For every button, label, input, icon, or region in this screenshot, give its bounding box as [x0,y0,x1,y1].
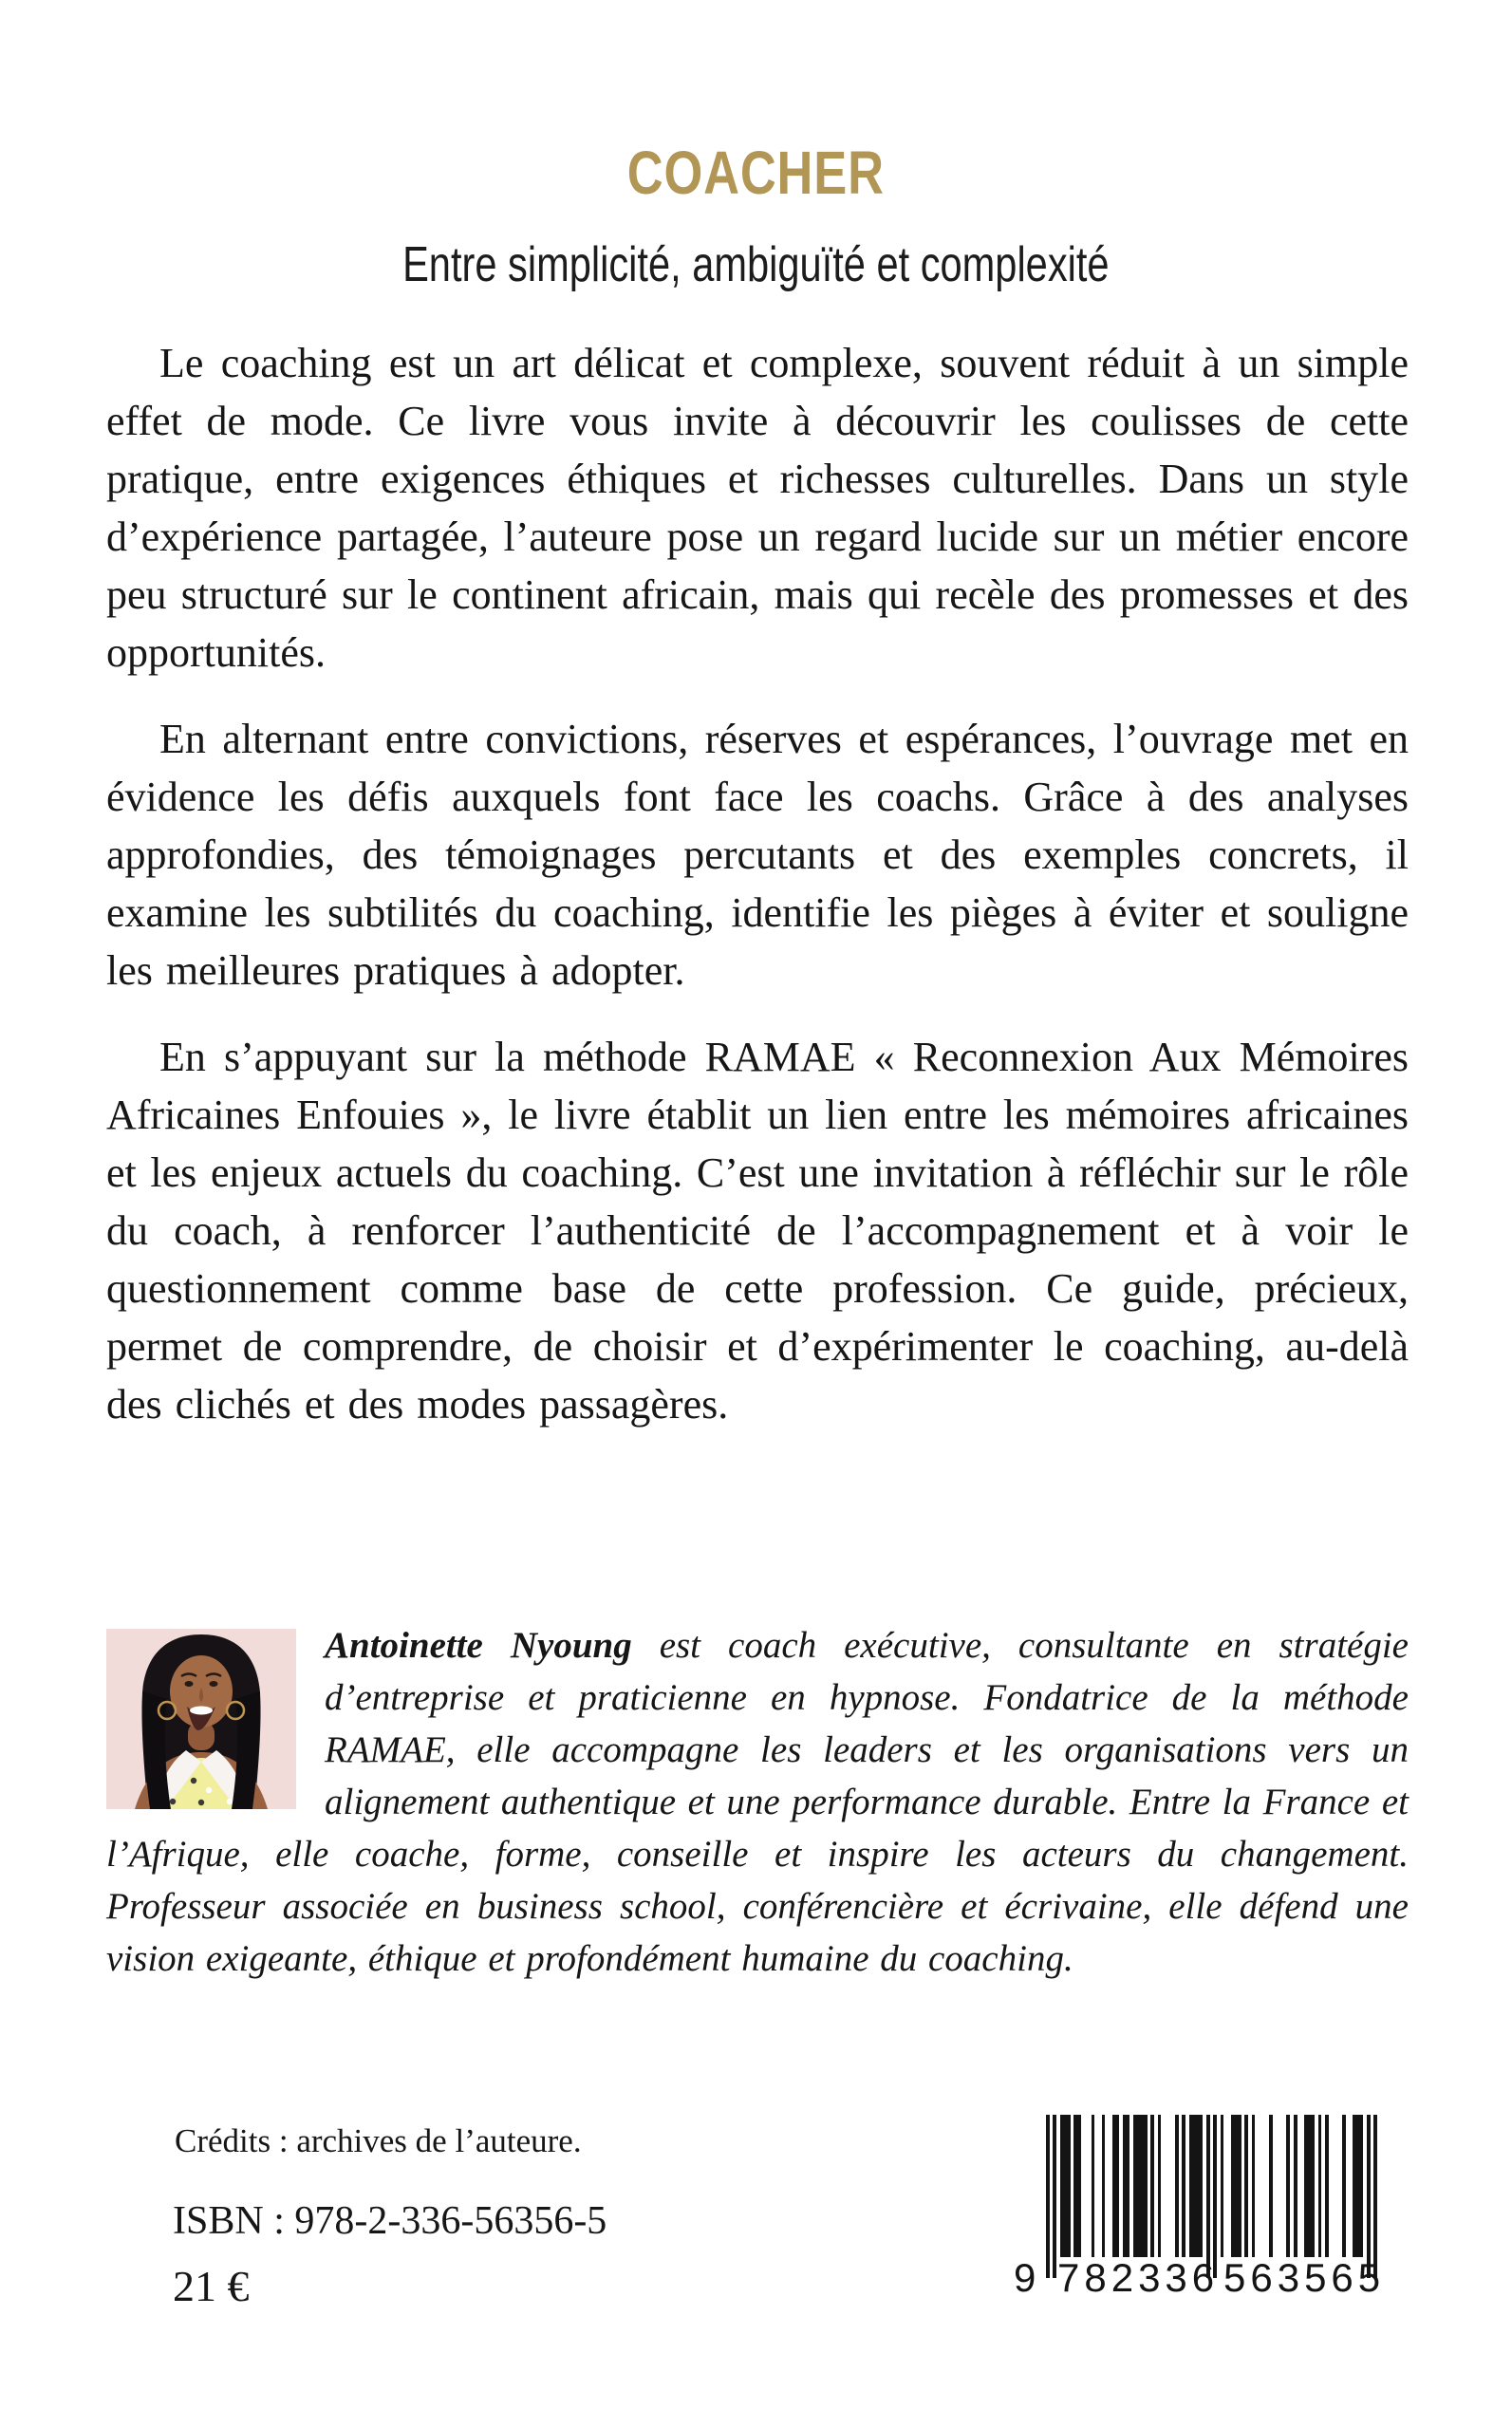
barcode-bar [1325,2115,1329,2257]
book-title-text: COACHER [626,138,886,207]
barcode-bar [1189,2115,1204,2257]
barcode-bar [1092,2115,1095,2257]
author-photo [106,1629,296,1809]
barcode-bar [1294,2115,1297,2257]
barcode-bar [1053,2115,1056,2278]
author-bio-section [106,1619,1409,1985]
barcode-bar [1175,2115,1179,2257]
barcode-bar [1213,2115,1217,2278]
barcode-digits-right: 563565 [1223,2255,1386,2300]
synopsis-paragraph-3: En s’appuyant sur la méthode RAMAE « Reconnexion Aux Mémoires Africaines Enfouies », le livre établit un lien entre les mémoires africaines et les enjeux actuels du coaching. C’est une invitation à réfléchir sur le rôle du coach, à renforcer l’authenticité de l’accompagnement et à voir le questionnement comme base de cette profession. Ce guide, précieux, permet de comprendre, de choisir et d’expérimenter le coaching, au-delà des clichés et des modes passagères. [106,1034,1409,1428]
barcode-bar [1221,2115,1224,2257]
credits-text: Crédits : archives de l’auteure. [175,2122,582,2159]
barcode-digits [1014,2255,1386,2303]
synopsis-paragraph-1: Le coaching est un art délicat et complexe, souvent réduit à un simple effet de mode. Ce livre vous invite à découvrir les coulisses de cette pratique, entre exigences éthiques et richesses culturelles. Dans un style d’expérience partagée, l’auteure pose un regard lucide sur un métier encore peu structuré sur le continent africain, mais qui recèle des promesses et des opportunités. [106,340,1409,676]
barcode-bars [1046,2115,1377,2278]
barcode-bar [1353,2115,1363,2257]
barcode-bar [1182,2115,1185,2257]
barcode-digits-left: 782336 [1057,2255,1220,2300]
author-bio-text [106,1619,1409,1985]
barcode-bar [1244,2115,1248,2257]
barcode-bar [1367,2115,1371,2278]
barcode-bar [1158,2115,1162,2257]
barcode-bar [1231,2115,1241,2257]
author-name: Antoinette Nyoung [325,1625,632,1666]
barcode-bar [1133,2115,1148,2257]
barcode-bar [1073,2115,1080,2257]
author-portrait-illustration [106,1629,296,1809]
barcode-bar [1304,2115,1315,2257]
author-bio-rest: est coach exécutive, consultante en stratégie d’entreprise et praticienne en hypnose. Fondatrice de la méthode RAMAE, elle accompagne les leaders et les organisations vers un alignement authentique et une performance durable. Entre la France et l’Afrique, elle coache, forme, conseille et inspire les acteurs du changement. Professeur associée en business school, conférencière et écrivaine, elle défend une vision exigeante, éthique et profondément humaine du coaching. [106,1625,1409,1979]
barcode-bar [1286,2115,1290,2257]
price-text: 21 € [173,2262,250,2310]
barcode-bar [1102,2115,1106,2257]
ean13-barcode [1014,2115,1386,2305]
barcode-bar [1046,2115,1050,2278]
barcode-digit-first: 9 [1014,2255,1036,2300]
barcode-bar [1342,2115,1346,2257]
barcode-bar [1206,2115,1210,2278]
barcode-bar [1060,2115,1071,2257]
barcode-bar [1112,2115,1119,2257]
synopsis-section [106,334,1409,1462]
book-subtitle-text: Entre simplicité, ambiguïté et complexité [402,237,1110,293]
book-subtitle [0,236,1512,293]
barcode-bar [1252,2115,1256,2257]
barcode-bar [1269,2115,1273,2257]
synopsis-paragraph-2: En alternant entre convictions, réserves et espérances, l’ouvrage met en évidence les défis auxquels font face les coachs. Grâce à des analyses approfondies, des témoignages percutants et des exemples concrets, il examine les subtilités du coaching, identifie les pièges à éviter et souligne les meilleures pratiques à adopter. [106,716,1409,994]
isbn-text: ISBN : 978-2-336-56356-5 [173,2199,607,2243]
barcode-bar [1318,2115,1322,2257]
page-title [0,140,1512,206]
barcode-bar [1150,2115,1154,2257]
barcode-bar [1123,2115,1129,2257]
barcode-bar [1373,2115,1377,2278]
